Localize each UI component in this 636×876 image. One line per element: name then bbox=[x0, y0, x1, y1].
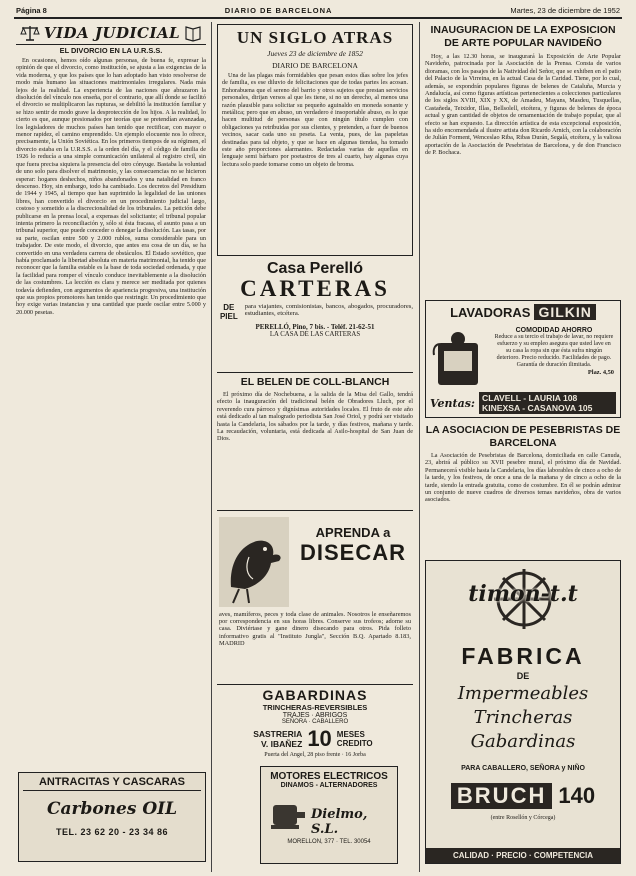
ad-street: BRUCH bbox=[451, 783, 552, 809]
ad-number: 140 bbox=[558, 783, 596, 808]
article-headline: INAUGURACION DE LA EXPOSICION DE ARTE POPULAR NAVIDEÑO bbox=[430, 24, 616, 49]
ad-title-2: DISECAR bbox=[299, 540, 406, 565]
scales-of-justice-icon bbox=[20, 24, 40, 42]
ad-title: ANTRACITAS Y CASCARAS bbox=[23, 776, 201, 791]
ad-brand: GILKIN bbox=[534, 304, 595, 320]
article-body: El próximo día de Nochebuena, a la salida de la Misa del Gallo, tendrá efecto la inauguración del tradicional belén de Obradores Lluch, por el reverendo cura párroco y dignísimas autoridades locales. El fruto de este año está dedicado al tan malogrado periodista San José Oriol, y podrá ser visitado hasta la Candelaria, los sábados por la tarde, y días festivos, mañana y tarde. La recaudación, voluntaria, está dedicada al Asilo-hospital de San Juan de Dios. bbox=[217, 391, 413, 443]
ad-line-1: TRINCHERAS-REVERSIBLES bbox=[262, 703, 368, 712]
ad-brand: Dielmo, S.L. bbox=[311, 807, 368, 837]
ad-line-1: Impermeables bbox=[457, 683, 589, 704]
article-body: Hoy, a las 12.30 horas, se inaugurará la Exposición de Arte Popular Navideño, patrocinada por la Asociación de la Prensa. Consta de varios dioramas, con los pasajes de la Natividad del Señor, que se exhiben en el patio del Palacio de la Virreina, en la actual Casa de la Caridad. Tiene, por lo cual, además, se expondrán populares figuras de belenes de Cataluña, Murcia y Andalucía, así como figuras artísticas pertenecientes a colecciones particulares de los siglos XVIII, XIX y XX, de Amadeu, Mayans, Masdeu, Tusquellas, Castañeda, Teixidor, Illas, Bellsolell, etcétera, y figuras de belenes de época actual y gran cantidad de objetos de ornamentación de trabajo popular, que al efecto se han expuesto. La dirección artística de esta excepcional exposición, ha sido encomendada al ilustre artista don Ricardo Arnich, con la colaboración de Julián Forment, Wenceslao Riba, Ribas Durán, Segalá, etcétera, y la valiosa aportación de la Asociación de Pesebristas de Barcelona, y de don Francisco de P. Bochaca. bbox=[425, 53, 621, 157]
ad-title: LAVADORAS bbox=[450, 304, 531, 320]
column-divider bbox=[211, 22, 212, 872]
ad-address: PERELLÓ, Pino, 7 bis. - Teléf. 21-62-51 bbox=[255, 323, 375, 331]
ad-de: DE bbox=[516, 671, 530, 681]
ad-line-3: Gabardinas bbox=[470, 731, 576, 752]
pesebristas-article bbox=[425, 424, 621, 554]
ad-owner: V. IBAÑEZ bbox=[261, 739, 303, 749]
ad-lines: para viajantes, comisionistas, bancos, abogados, procuradores, estudiantes, etcétera. bbox=[244, 303, 413, 318]
ad-tagline: LA CASA DE LAS CARTERAS bbox=[269, 331, 361, 338]
article-headline: EL BELEN DE COLL-BLANCH bbox=[240, 376, 390, 388]
ad-phone: TEL. 23 62 20 - 23 34 86 bbox=[55, 827, 169, 837]
ad-line-3: SEÑORA · CABALLERO bbox=[281, 719, 349, 725]
timon-ad bbox=[425, 560, 621, 864]
ad-address: Puerta del Angel, 28 piso frente · 16 Jorba bbox=[264, 752, 366, 758]
bird-illustration-icon bbox=[219, 517, 289, 607]
ad-brand: timon-t.t bbox=[468, 581, 578, 607]
dateline: Jueves 23 de diciembre de 1852 bbox=[267, 49, 363, 58]
ad-title: MOTORES ELECTRICOS bbox=[270, 771, 388, 782]
ad-subtitle: DINAMOS - ALTERNADORES bbox=[280, 782, 378, 789]
ad-months: 10 bbox=[307, 726, 332, 751]
header-rule bbox=[14, 17, 622, 19]
page-header bbox=[16, 4, 620, 16]
ad-title: GABARDINAS bbox=[262, 687, 368, 703]
siglo-atras-article bbox=[217, 24, 413, 256]
ad-shop-2: KINEXSA - CASANOVA 105 bbox=[481, 403, 593, 413]
ad-footer: CALIDAD · PRECIO · COMPETENCIA bbox=[426, 848, 620, 863]
column-divider bbox=[419, 22, 420, 872]
antracitas-ad bbox=[18, 772, 206, 862]
inauguracion-article bbox=[425, 24, 621, 296]
ad-body: aves, mamíferos, peces y toda clase de animales. Nosotros le enseñaremos por correspondencia en sus horas libres. Conserve sus trofeos; adorne su casa. Diviértase y gane dinero disecando para otros. Pida folleto informativo gratis al "Instituto Jungla", Sección B.Q. Apartado 8.183, MADRID bbox=[219, 611, 411, 647]
ad-title: CARTERAS bbox=[240, 276, 390, 301]
ad-line-2: TRAJES · ABRIGOS bbox=[282, 712, 348, 719]
article-headline: LA ASOCIACION DE PESEBRISTAS DE BARCELONA bbox=[425, 424, 621, 449]
book-icon bbox=[184, 24, 202, 42]
ad-address: MORELLON, 377 · TEL. 30054 bbox=[287, 839, 371, 845]
section-title: UN SIGLO ATRAS bbox=[236, 28, 394, 47]
ad-shop-1: CLAVELL - LAURIA 108 bbox=[481, 393, 578, 403]
belen-article bbox=[217, 372, 413, 504]
source-label: DIARIO DE BARCELONA bbox=[272, 61, 358, 70]
disecar-ad bbox=[217, 510, 413, 647]
gabardinas-ad bbox=[217, 684, 413, 760]
ad-fabrica: FABRICA bbox=[461, 643, 585, 669]
ad-para: PARA CABALLERO, SEÑORA y NIÑO bbox=[461, 765, 585, 772]
vida-judicial-article bbox=[16, 24, 206, 768]
article-body: Una de las plagas más formidables que pesan estos días sobre los jefes de familia, es ese diluvio de felicitaciones que de todas partes les acosan. Enhorabuena que el sereno del barrio y otros sujetos que prestan servicios personales, dirijan versos al que les tiene, si no un derecho, al menos una razón plausible para solicitar su pequeño aguinaldo en moneda sonante y metálica; pero que en abuso, un verdadero é insoportable abuso, es lo que hacen multitud de personas que con ningún título cumplen con obligaciones ya retribuidas por sus clientes, y pretenden, a fuer de buenos vecinos, sacar cada uno su peseta. La venta, pues, de las papeletas destinadas para tal objeto, y que se hace en algunas tiendas, ha tomado este año proporciones alarmantes. Redactadas varias de aquellas en lenguaje semi bárbaro por poetastros de tres al cuarto, hay algunas cuya lectura solo puede tomarse como un objeto de broma. bbox=[222, 72, 408, 168]
motor-icon bbox=[267, 799, 307, 833]
ad-tagline: COMODIDAD AHORRO bbox=[515, 327, 593, 334]
paper-name: DIARIO DE BARCELONA bbox=[224, 5, 333, 15]
ad-price: Plaz. 4,50 bbox=[587, 369, 614, 376]
lavadoras-ad bbox=[425, 300, 621, 418]
ad-months-label: MESES CREDITO bbox=[336, 730, 373, 748]
ad-ventas: Ventas: bbox=[430, 396, 475, 410]
ad-name: Casa Perelló bbox=[266, 260, 364, 277]
article-headline: EL DIVORCIO EN LA U.R.S.S. bbox=[59, 46, 163, 55]
issue-date: Martes, 23 de diciembre de 1952 bbox=[510, 5, 620, 15]
motores-ad bbox=[260, 766, 398, 864]
page-number: Página 8 bbox=[16, 5, 47, 15]
perello-ad bbox=[217, 260, 413, 364]
ad-note: (entre Rosellón y Córcega) bbox=[490, 815, 556, 821]
ad-brand: Carbones OIL bbox=[46, 799, 178, 819]
section-title: VIDA JUDICIAL bbox=[43, 24, 181, 42]
washing-machine-illustration-icon bbox=[430, 325, 490, 389]
ad-title-1: APRENDA a bbox=[315, 525, 391, 540]
ad-store: SASTRERIA bbox=[253, 729, 303, 739]
ad-body: Reduce a su tercio el trabajo de lavar, no requiere esfuerzo y su empleo asegura que usted lave en su casa la ropa sin que ésta sufra ningún deterioro. Precio reducido. Facilidades de pago. Garantía de duración ilimitada. bbox=[494, 334, 614, 368]
ad-lead: DE PIEL bbox=[219, 303, 238, 321]
article-body: En ocasiones, hemos oído algunas personas, de buena fe, expresar la opinión de que el divorcio, como institución, se ajusta a las exigencias de la vida moderna, y que los países que lo han adoptado han visto resolverse de modo más humano las situaciones matrimoniales irregulares. Nada más lejos de la realidad. La experiencia de las naciones que abrazaron la disolución del vínculo nos enseña, por el contrario, que allí donde se facilitó el divorcio se multiplicaron las rupturas, se debilitó la institución familiar y se hizo sentir de modo grave la desprotección de los hijos. A la realidad, lo cierto es que, aunque presionados por teorías que se pretendían avanzadas, los legisladores de muchos países han tenido que rectificar, con mayor o menor rapidez, el camino emprendido. Un ejemplo elocuente nos lo ofrece, precisamente, la Unión Soviética. En los primeros tiempos de su régimen, el divorcio estaba en la U.R.S.S. a la orden del día, y el código de familia de 1926 lo reducía a una simple comunicación unilateral al registro civil, sin que fuera precisa siquiera la presencia del otro cónyuge. Bastaba la voluntad de uno solo para disolver el matrimonio, y las consecuencias no se hicieron esperar: hogares deshechos, niños abandonados y una natalidad en franco descenso. Hoy, sin embargo, todo ha cambiado. Los decretos del Presidium de 1944 y 1945, al tiempo que han suprimido la legalidad de las uniones libres, han convertido el divorcio en un procedimiento judicial largo, costoso y sometido a la discrecionalidad de los tribunales. La petición debe publicarse en la prensa local, a expensas del solicitante; el tribunal popular intenta primero la reconciliación y, sólo si ésta fracasa, el asunto pasa a un tribunal superior, que puede conceder o denegar la disolución. Las tasas, por su parte, oscilan entre 500 y 2.000 rublos, suma considerable para un trabajador. De este modo, el divorcio, que antes era cosa de un día, se ha convertido en una verdadera carrera de obstáculos. El Estado soviético, que había proclamado la libertad absoluta en materia matrimonial, ha tenido que reconocer que la familia estable es la base de toda sociedad ordenada, y que la facilidad para romper el vínculo conduce inevitablemente a la disolución de las costumbres. La lección es clara y merece ser meditada por quienes todavía defienden, con argumentos de apariencia progresiva, una institución que sus propios promotores han tenido que restringir. Un procedimiento que hoy exige varias instancias y una cantidad que puede oscilar entre 5.000 y 20.000 pesetas. bbox=[16, 57, 206, 316]
ad-line-2: Trincheras bbox=[473, 707, 573, 728]
article-body: La Asociación de Pesebristas de Barcelona, domiciliada en calle Canuda, 23, abrirá al público su XVII pesebre mural, el próximo día de Navidad. Permanecerá visible hasta la Candelaria, los días laborables de cinco a ocho de la tarde, y los festivos, de once a una de la mañana y de cinco a ocho de la tarde, siendo la entrada gratuita, como de costumbre. En él se podrán admirar un conjunto de nueve cuadros de diversos temas navideños, obra de varios asociados. bbox=[425, 452, 621, 504]
